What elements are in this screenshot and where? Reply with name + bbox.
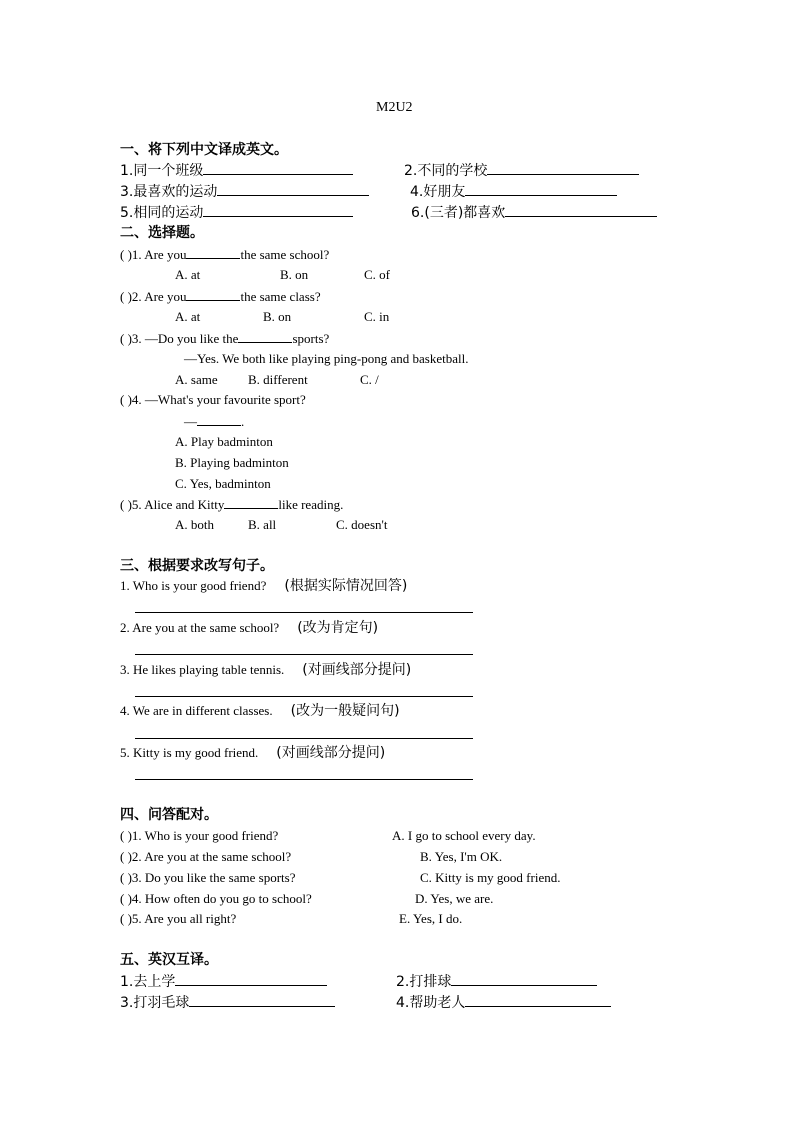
section1-heading: 一、将下列中文译成英文。 [120, 142, 288, 158]
option-a[interactable]: A. at [175, 309, 201, 324]
rewrite-item-1: 1. Who is your good friend? (根据实际情况回答) [120, 578, 408, 594]
answer-blank[interactable] [465, 993, 611, 1007]
question-3-reply: —Yes. We both like playing ping-pong and basketball. [184, 351, 469, 366]
choice-question-2: ( )2. Are you the same class? [120, 289, 321, 304]
sec1-item-6: 6.(三者)都喜欢 [411, 203, 657, 222]
match-question-1: ( )1. Who is your good friend? [120, 828, 279, 843]
option-a[interactable]: A. same [175, 372, 218, 387]
answer-blank[interactable] [203, 161, 353, 175]
section2-heading: 二、选择题。 [120, 225, 204, 241]
answer-paren[interactable]: ( ) [120, 828, 132, 843]
answer-blank[interactable] [186, 287, 240, 301]
choice-question-5: ( )5. Alice and Kitty like reading. [120, 497, 344, 512]
sec1-item-5: 5.相同的运动 [120, 203, 353, 222]
answer-paren[interactable]: ( ) [120, 247, 132, 262]
match-answer-a: A. I go to school every day. [392, 828, 536, 843]
match-answer-c: C. Kitty is my good friend. [420, 870, 561, 885]
section4-heading: 四、问答配对。 [120, 807, 218, 823]
option-c[interactable]: C. doesn't [336, 517, 388, 532]
answer-paren[interactable]: ( ) [120, 849, 132, 864]
answer-blank[interactable] [224, 495, 278, 509]
sec1-item-2: 2.不同的学校 [404, 161, 639, 180]
option-b[interactable]: B. different [248, 372, 308, 387]
section5-heading: 五、英汉互译。 [120, 952, 218, 968]
question-4-reply: — . [184, 414, 245, 429]
option-b[interactable]: B. on [280, 267, 309, 282]
option-c[interactable]: C. Yes, badminton [175, 476, 271, 491]
sec5-item-4: 4.帮助老人 [396, 993, 611, 1012]
sec1-item-4: 4.好朋友 [410, 182, 617, 201]
answer-blank[interactable] [451, 972, 597, 986]
answer-line[interactable] [135, 779, 473, 780]
option-c[interactable]: C. in [364, 309, 390, 324]
choice-question-1: ( )1. Are you the same school? [120, 247, 330, 262]
match-answer-b: B. Yes, I'm OK. [420, 849, 503, 864]
option-a[interactable]: A. at [175, 267, 201, 282]
rewrite-item-4: 4. We are in different classes. (改为一般疑问句) [120, 703, 400, 719]
choice-question-3: ( )3. —Do you like the sports? [120, 331, 330, 346]
answer-blank[interactable] [465, 182, 617, 196]
answer-line[interactable] [135, 696, 473, 697]
sec5-item-3: 3.打羽毛球 [120, 993, 335, 1012]
match-question-5: ( )5. Are you all right? [120, 911, 237, 926]
sec1-item-1: 1.同一个班级 [120, 161, 353, 180]
answer-paren[interactable]: ( ) [120, 392, 132, 407]
option-b[interactable]: B. Playing badminton [175, 455, 289, 470]
match-answer-d: D. Yes, we are. [415, 891, 494, 906]
option-c[interactable]: C. of [364, 267, 390, 282]
sec1-item-3: 3.最喜欢的运动 [120, 182, 369, 201]
option-b[interactable]: B. all [248, 517, 277, 532]
match-question-3: ( )3. Do you like the same sports? [120, 870, 296, 885]
match-answer-e: E. Yes, I do. [399, 911, 463, 926]
option-c[interactable]: C. / [360, 372, 379, 387]
answer-blank[interactable] [186, 245, 240, 259]
page-title: M2U2 [376, 100, 413, 115]
answer-line[interactable] [135, 738, 473, 739]
sec5-item-1: 1.去上学 [120, 972, 327, 991]
choice-question-4: ( )4. —What's your favourite sport? [120, 392, 306, 407]
answer-paren[interactable]: ( ) [120, 331, 132, 346]
answer-blank[interactable] [238, 329, 292, 343]
answer-paren[interactable]: ( ) [120, 870, 132, 885]
answer-blank[interactable] [189, 993, 335, 1007]
option-a[interactable]: A. Play badminton [175, 434, 273, 449]
answer-blank[interactable] [197, 412, 241, 426]
sec5-item-2: 2.打排球 [396, 972, 597, 991]
option-b[interactable]: B. on [263, 309, 292, 324]
answer-blank[interactable] [505, 203, 657, 217]
rewrite-item-2: 2. Are you at the same school? (改为肯定句) [120, 620, 379, 636]
rewrite-item-5: 5. Kitty is my good friend. (对画线部分提问) [120, 745, 386, 761]
rewrite-item-3: 3. He likes playing table tennis. (对画线部分提问) [120, 662, 412, 678]
option-a[interactable]: A. both [175, 517, 214, 532]
match-question-4: ( )4. How often do you go to school? [120, 891, 312, 906]
answer-blank[interactable] [217, 182, 369, 196]
answer-paren[interactable]: ( ) [120, 289, 132, 304]
section3-heading: 三、根据要求改写句子。 [120, 558, 274, 574]
match-question-2: ( )2. Are you at the same school? [120, 849, 292, 864]
answer-blank[interactable] [487, 161, 639, 175]
answer-paren[interactable]: ( ) [120, 497, 132, 512]
answer-line[interactable] [135, 654, 473, 655]
answer-blank[interactable] [203, 203, 353, 217]
answer-paren[interactable]: ( ) [120, 911, 132, 926]
answer-line[interactable] [135, 612, 473, 613]
answer-blank[interactable] [175, 972, 327, 986]
answer-paren[interactable]: ( ) [120, 891, 132, 906]
